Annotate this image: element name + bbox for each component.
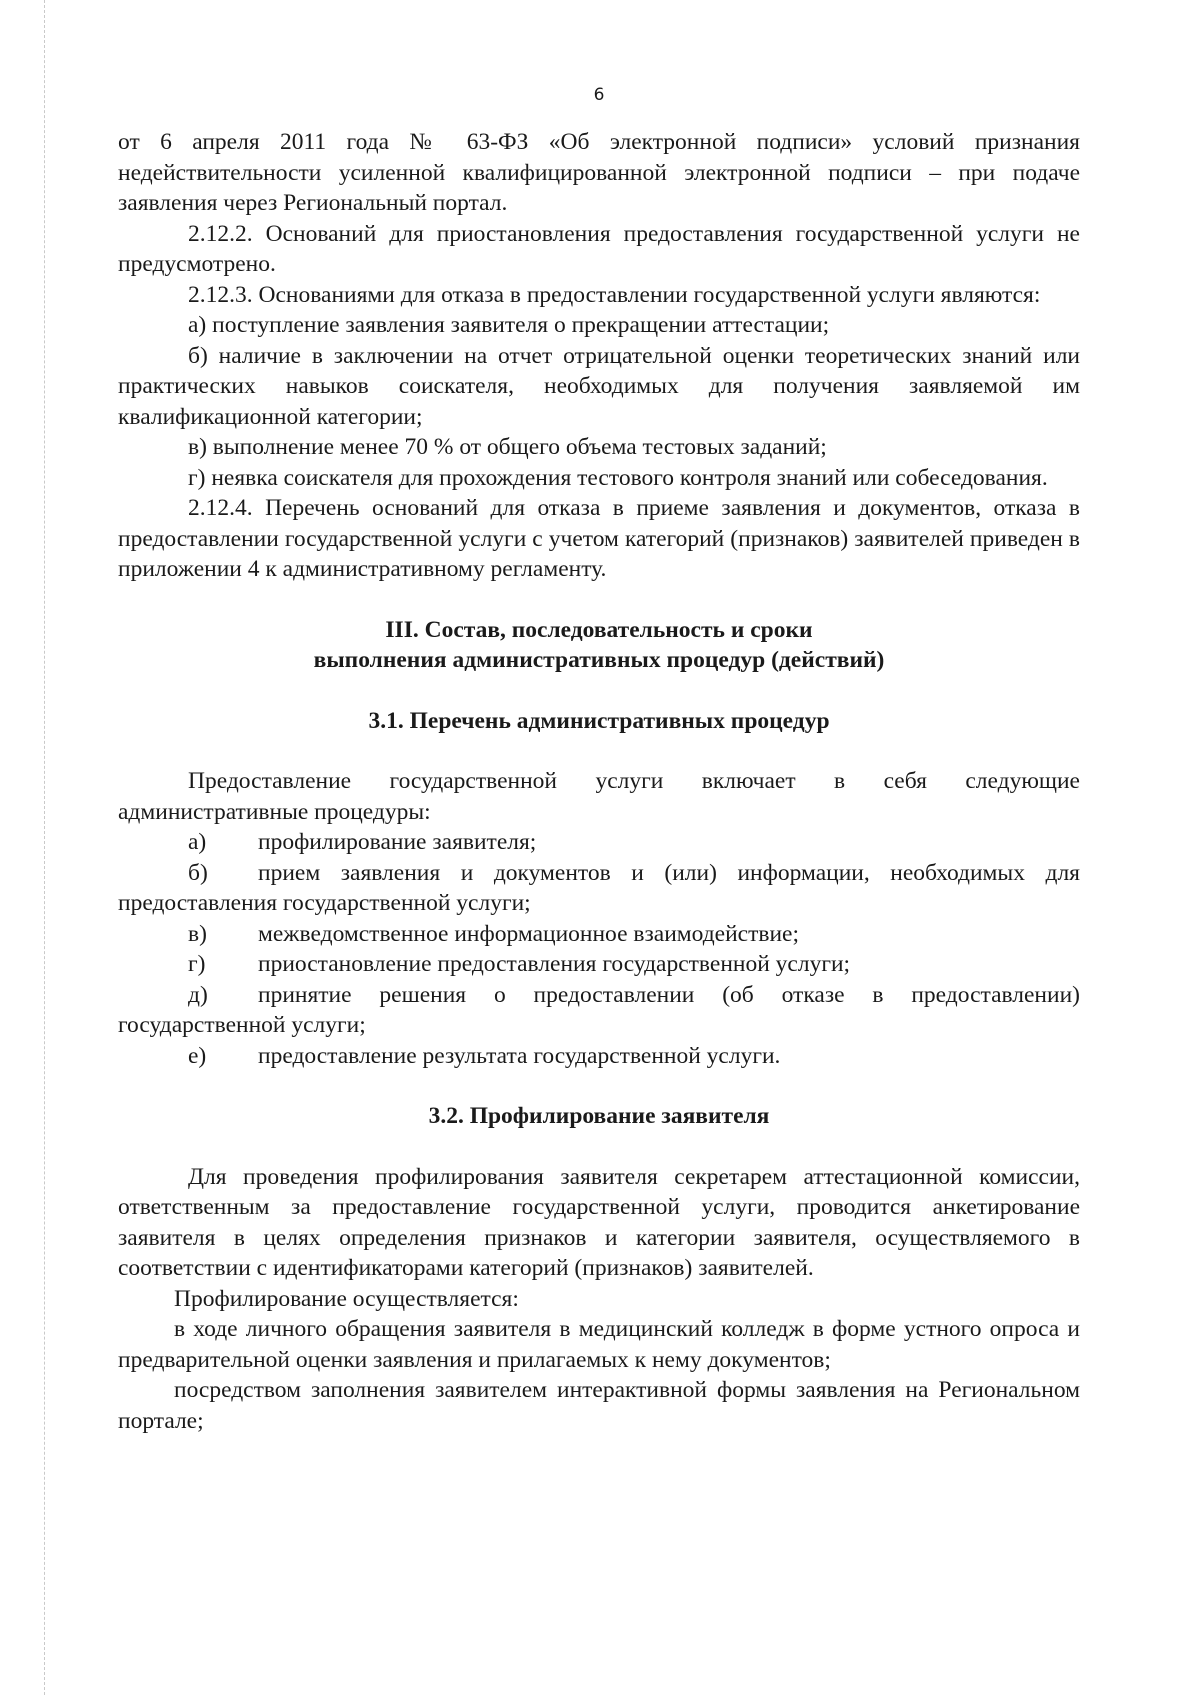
procedure-item: [118, 858, 1080, 919]
procedure-text: межведомственное информационное взаимодействие;: [258, 920, 800, 947]
refusal-item-b: б) наличие в заключении на отчет отрицательной оценки теоретических знаний или практических навыков соискателя, необходимых для получения заявляемой им квалификационной категории;: [118, 342, 1080, 430]
subsection-3-2-paragraph-3: в ходе личного обращения заявителя в медицинский колледж в форме устного опроса и предварительной оценки заявления и прилагаемых к нему документов;: [118, 1316, 1080, 1373]
refusal-item-g: г) неявка соискателя для прохождения тестового контроля знаний или собеседования.: [188, 464, 1048, 491]
section-3-title-line-1: III. Состав, последовательность и сроки: [385, 616, 813, 643]
paragraph-intro: от 6 апреля 2011 года № 63-ФЗ «Об электронной подписи» условий признания недействительности усиленной квалифицированной электронной подписи – при подаче заявления через Региональный портал.: [118, 129, 1080, 216]
paragraph-2-12-4: 2.12.4. Перечень оснований для отказа в приеме заявления и документов, отказа в предоставлении государственной услуги с учетом категорий (признаков) заявителей приведен в приложении 4 к административному регламенту.: [118, 495, 1080, 582]
subsection-3-2-paragraph-1: Для проведения профилирования заявителя секретарем аттестационной комиссии, ответственным за предоставление государственной услуги, проводится анкетирование заявителя в целях определения признаков и категории заявителя, осуществляемого в соответствии с идентификаторами категорий (признаков) заявителей.: [118, 1163, 1080, 1281]
refusal-item-v: в) выполнение менее 70 % от общего объема тестовых заданий;: [188, 434, 827, 460]
procedure-item: [118, 827, 1080, 858]
paragraph-2-12-3: 2.12.3. Основаниями для отказа в предоставлении государственной услуги являются:: [188, 281, 1041, 308]
subsection-3-2-title: 3.2. Профилирование заявителя: [428, 1103, 770, 1129]
procedure-text: принятие решения о предоставлении (об отказе в предоставлении) государственной услуги;: [118, 981, 1080, 1038]
scan-edge-line: [44, 0, 45, 1695]
paragraph-2-12-2: 2.12.2. Оснований для приостановления предоставления государственной услуги не предусмотрено.: [118, 220, 1080, 277]
subsection-3-1-intro: Предоставление государственной услуги включает в себя следующие административные процедуры:: [118, 768, 1080, 825]
procedure-text: профилирование заявителя;: [258, 829, 537, 855]
subsection-3-2-paragraph-4: посредством заполнения заявителем интерактивной формы заявления на Региональном портале;: [118, 1377, 1080, 1434]
procedure-item: [118, 1041, 1080, 1072]
procedure-marker: в): [188, 920, 207, 947]
procedure-text: приостановление предоставления государственной услуги;: [258, 951, 851, 977]
section-3-title-line-2: выполнения административных процедур (действий): [313, 647, 885, 673]
procedure-marker: д): [188, 981, 208, 1008]
subsection-3-1-title: 3.1. Перечень административных процедур: [368, 707, 830, 734]
document-body: [118, 127, 1080, 1436]
refusal-item-a: а) поступление заявления заявителя о прекращении аттестации;: [188, 312, 830, 338]
procedure-marker: е): [188, 1042, 207, 1069]
procedure-item: [118, 980, 1080, 1041]
page-number: 6: [593, 85, 605, 105]
procedure-marker: б): [188, 859, 208, 886]
procedure-marker: а): [188, 829, 207, 855]
procedure-text: прием заявления и документов и (или) информации, необходимых для предоставления государственной услуги;: [118, 859, 1080, 916]
subsection-3-2-paragraph-2: Профилирование осуществляется:: [174, 1285, 519, 1312]
procedure-item: [118, 949, 1080, 980]
procedure-marker: г): [188, 951, 206, 977]
procedure-text: предоставление результата государственной услуги.: [258, 1042, 781, 1069]
procedure-item: [118, 919, 1080, 950]
